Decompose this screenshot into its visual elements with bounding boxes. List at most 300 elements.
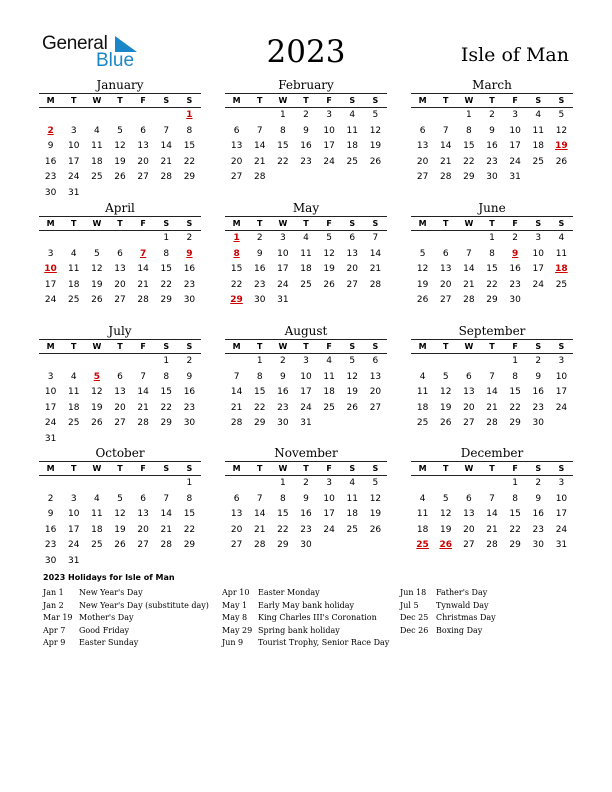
empty-day-cell <box>457 476 480 492</box>
day-cell: 24 <box>323 156 335 167</box>
day-cell: 26 <box>369 156 382 167</box>
day-cell: 9 <box>186 371 193 382</box>
day-cell: 23 <box>532 402 544 413</box>
day-cell: 11 <box>346 125 358 136</box>
day-cell: 1 <box>186 478 193 488</box>
weekday-header <box>411 461 573 476</box>
empty-day-cell <box>457 231 480 247</box>
day-cell: 8 <box>512 493 518 504</box>
empty-day-cell <box>132 476 155 492</box>
day-cell: 6 <box>465 371 472 382</box>
day-cell: 5 <box>117 493 123 504</box>
day-cell: 3 <box>70 125 77 136</box>
day-cell: 14 <box>369 248 382 259</box>
weekday-header <box>225 93 387 108</box>
weekday-label: S <box>372 464 379 473</box>
empty-day-cell <box>132 354 155 370</box>
day-cell: 4 <box>70 248 77 259</box>
day-cell: 18 <box>323 387 335 397</box>
day-cell: 3 <box>47 371 54 382</box>
day-cell: 19 <box>369 141 382 151</box>
day-cell: 3 <box>70 493 77 504</box>
day-cell: 14 <box>439 141 452 151</box>
weekday-label: T <box>442 464 449 473</box>
month-title: December <box>460 446 524 460</box>
day-cell: 24 <box>44 418 57 428</box>
day-cell: 10 <box>532 248 544 259</box>
holiday-name: Christmas Day <box>436 613 496 622</box>
day-cell: 28 <box>230 418 243 428</box>
day-cell: 17 <box>555 509 568 519</box>
day-cell: 14 <box>137 387 149 397</box>
day-cell: 8 <box>163 371 170 382</box>
day-cell: 15 <box>277 141 289 151</box>
day-cell: 4 <box>70 371 77 382</box>
day-cell: 4 <box>349 110 356 120</box>
day-cell: 7 <box>489 493 495 504</box>
holiday-name: Tynwald Day <box>436 600 489 610</box>
month-august <box>225 324 387 432</box>
month-january <box>39 78 201 201</box>
weekday-label: F <box>512 96 518 105</box>
day-cell: 16 <box>44 524 57 535</box>
empty-day-cell <box>39 354 62 370</box>
holiday-date: Dec 25 <box>400 613 429 622</box>
holiday-date: Mar 19 <box>43 613 73 622</box>
day-cell: 26 <box>91 418 103 428</box>
day-cell: 21 <box>160 156 172 167</box>
day-cell: 31 <box>555 540 568 550</box>
weekday-header <box>225 216 387 231</box>
day-cell: 14 <box>253 509 266 519</box>
empty-day-cell <box>225 354 248 370</box>
day-cell: 24 <box>277 279 289 290</box>
day-cell: 28 <box>137 295 149 305</box>
weekday-label: S <box>372 96 379 105</box>
weekday-label: S <box>186 96 193 105</box>
day-cell: 23 <box>486 156 498 167</box>
day-cell: 1 <box>512 356 518 366</box>
month-title: June <box>478 201 506 215</box>
empty-day-cell <box>39 231 62 247</box>
day-cell: 17 <box>555 387 568 397</box>
day-cell: 30 <box>44 187 57 198</box>
day-cell: 15 <box>486 264 498 274</box>
weekday-label: M <box>232 96 241 105</box>
day-cell: 3 <box>303 356 309 366</box>
day-cell: 26 <box>555 156 568 167</box>
day-cell: 12 <box>114 509 126 519</box>
day-cell: 6 <box>233 125 240 136</box>
day-cell: 21 <box>463 279 475 290</box>
day-cell: 18 <box>416 402 429 413</box>
day-cell: 6 <box>442 248 449 259</box>
day-cell: 22 <box>509 524 521 535</box>
empty-day-cell <box>108 476 131 492</box>
day-cell: 27 <box>230 540 243 550</box>
weekday-header <box>39 216 201 231</box>
empty-day-cell <box>411 108 434 124</box>
month-november <box>225 446 387 554</box>
day-cell: 5 <box>326 233 332 243</box>
weekday-label: F <box>140 464 146 473</box>
weekday-label: W <box>92 342 102 351</box>
day-cell: 23 <box>183 402 196 413</box>
day-cell: 27 <box>137 172 149 182</box>
day-cell: 18 <box>67 402 80 413</box>
empty-day-cell <box>62 476 85 492</box>
holiday-entry <box>400 600 496 613</box>
holiday-date: Apr 7 <box>43 625 66 635</box>
weekday-header <box>39 461 201 476</box>
holiday-entry <box>43 600 209 613</box>
weekday-label: T <box>256 464 263 473</box>
holiday-date: Jan 2 <box>43 600 64 610</box>
day-cell: 27 <box>137 540 149 550</box>
weekday-label: S <box>372 219 379 228</box>
empty-day-cell <box>480 476 503 492</box>
weekday-label: W <box>464 96 474 105</box>
day-cell: 12 <box>323 248 335 259</box>
day-cell: 29 <box>160 418 172 428</box>
holiday-name: King Charles III's Coronation <box>258 613 377 622</box>
day-cell: 28 <box>160 172 172 182</box>
days-grid <box>411 354 573 432</box>
weekday-label: S <box>186 342 193 351</box>
day-cell: 1 <box>465 110 472 120</box>
day-cell: 6 <box>419 125 426 136</box>
holiday-name: Easter Monday <box>258 588 320 597</box>
day-cell: 11 <box>67 387 80 397</box>
day-cell: 11 <box>416 387 429 397</box>
weekday-label: F <box>512 464 518 473</box>
day-cell: 30 <box>300 540 312 550</box>
day-cell: 17 <box>323 141 335 151</box>
day-cell: 1 <box>489 233 495 243</box>
day-cell: 24 <box>67 172 80 182</box>
day-cell: 3 <box>558 356 565 366</box>
month-april <box>39 201 201 309</box>
holiday-day-cell: 9 <box>186 248 193 259</box>
day-cell: 16 <box>44 156 57 167</box>
day-cell: 9 <box>303 493 309 504</box>
weekday-label: T <box>256 96 263 105</box>
calendar-year: 2023 <box>266 34 346 70</box>
day-cell: 26 <box>369 524 382 535</box>
day-cell: 30 <box>532 418 544 428</box>
day-cell: 19 <box>346 387 358 397</box>
day-cell: 4 <box>419 493 426 504</box>
holiday-column <box>222 587 389 650</box>
weekday-label: M <box>46 219 55 228</box>
holiday-date: May 29 <box>222 625 253 635</box>
day-cell: 6 <box>465 493 472 504</box>
day-cell: 7 <box>489 371 495 382</box>
weekday-label: S <box>558 96 565 105</box>
day-cell: 16 <box>532 387 544 397</box>
month-july <box>39 324 201 447</box>
weekday-label: W <box>278 342 288 351</box>
day-cell: 13 <box>230 141 243 151</box>
empty-day-cell <box>155 108 178 124</box>
day-cell: 13 <box>230 509 243 519</box>
day-cell: 25 <box>555 279 568 290</box>
empty-day-cell <box>132 108 155 124</box>
month-october <box>39 446 201 569</box>
weekday-label: F <box>512 342 518 351</box>
day-cell: 8 <box>512 371 518 382</box>
day-cell: 4 <box>326 356 332 366</box>
country-name: Isle of Man <box>460 44 569 66</box>
day-cell: 23 <box>183 279 196 290</box>
month-title: November <box>274 446 338 460</box>
day-cell: 28 <box>253 172 266 182</box>
day-cell: 11 <box>532 125 544 136</box>
day-cell: 10 <box>323 493 335 504</box>
weekday-label: S <box>163 96 170 105</box>
day-cell: 15 <box>160 387 172 397</box>
day-cell: 7 <box>163 493 170 504</box>
day-cell: 21 <box>137 279 149 290</box>
day-cell: 4 <box>349 478 356 488</box>
day-cell: 21 <box>486 524 498 535</box>
day-cell: 18 <box>91 524 103 535</box>
holiday-column <box>43 587 209 650</box>
logo-word-blue: Blue <box>96 50 135 71</box>
day-cell: 13 <box>346 248 358 259</box>
days-grid <box>39 476 201 569</box>
day-cell: 2 <box>303 110 309 120</box>
day-cell: 19 <box>91 279 103 290</box>
day-cell: 18 <box>67 279 80 290</box>
day-cell: 23 <box>253 279 266 290</box>
day-cell: 14 <box>486 509 498 519</box>
day-cell: 31 <box>67 187 80 198</box>
day-cell: 11 <box>91 509 103 519</box>
day-cell: 15 <box>463 141 475 151</box>
day-cell: 28 <box>160 540 172 550</box>
weekday-label: M <box>418 464 427 473</box>
day-cell: 19 <box>91 402 103 413</box>
day-cell: 27 <box>114 418 126 428</box>
weekday-label: S <box>163 342 170 351</box>
day-cell: 23 <box>532 524 544 535</box>
day-cell: 1 <box>163 233 170 243</box>
day-cell: 26 <box>439 418 452 428</box>
day-cell: 7 <box>233 371 240 382</box>
day-cell: 13 <box>439 264 452 274</box>
holiday-name: Good Friday <box>79 625 130 635</box>
holiday-name: Early May bank holiday <box>258 600 355 610</box>
day-cell: 28 <box>486 540 498 550</box>
holiday-entry <box>222 637 389 650</box>
day-cell: 10 <box>67 141 80 151</box>
day-cell: 18 <box>91 156 103 167</box>
day-cell: 13 <box>369 371 382 382</box>
day-cell: 10 <box>323 125 335 136</box>
holiday-column <box>400 587 496 637</box>
month-february <box>225 78 387 186</box>
day-cell: 29 <box>277 540 289 550</box>
weekday-label: T <box>70 464 77 473</box>
day-cell: 29 <box>253 418 266 428</box>
holiday-entry <box>222 625 389 638</box>
month-march <box>411 78 573 186</box>
logo-word-general: General <box>42 33 108 54</box>
weekday-label: T <box>489 96 495 105</box>
day-cell: 22 <box>160 402 172 413</box>
day-cell: 25 <box>346 156 358 167</box>
day-cell: 1 <box>512 478 518 488</box>
holiday-name: New Year's Day (substitute day) <box>79 600 209 610</box>
day-cell: 22 <box>230 279 243 290</box>
day-cell: 5 <box>419 248 426 259</box>
day-cell: 29 <box>509 540 521 550</box>
day-cell: 27 <box>439 295 452 305</box>
day-cell: 25 <box>346 524 358 535</box>
day-cell: 1 <box>279 478 286 488</box>
holiday-day-cell: 8 <box>233 248 240 259</box>
holiday-day-cell: 19 <box>555 141 568 151</box>
day-cell: 20 <box>369 387 382 397</box>
weekday-label: S <box>349 464 356 473</box>
holiday-day-cell: 2 <box>47 125 54 136</box>
weekday-label: S <box>558 342 565 351</box>
day-cell: 7 <box>442 125 449 136</box>
weekday-label: F <box>512 219 518 228</box>
day-cell: 6 <box>349 233 356 243</box>
month-title: May <box>292 201 320 215</box>
weekday-label: S <box>535 342 542 351</box>
empty-day-cell <box>85 231 108 247</box>
day-cell: 22 <box>509 402 521 413</box>
day-cell: 22 <box>183 156 196 167</box>
day-cell: 27 <box>416 172 429 182</box>
weekday-label: T <box>117 464 123 473</box>
holiday-entry <box>400 625 496 638</box>
day-cell: 12 <box>114 141 126 151</box>
day-cell: 22 <box>277 156 289 167</box>
day-cell: 10 <box>67 509 80 519</box>
day-cell: 15 <box>277 509 289 519</box>
holiday-entry <box>43 612 209 625</box>
day-cell: 12 <box>439 509 452 519</box>
day-cell: 19 <box>439 402 452 413</box>
weekday-label: F <box>140 342 146 351</box>
day-cell: 28 <box>463 295 475 305</box>
day-cell: 31 <box>44 433 57 444</box>
weekday-label: M <box>46 464 55 473</box>
day-cell: 4 <box>93 493 100 504</box>
weekday-label: S <box>349 342 356 351</box>
day-cell: 28 <box>137 418 149 428</box>
weekday-label: T <box>442 219 449 228</box>
empty-day-cell <box>132 231 155 247</box>
day-cell: 9 <box>256 248 263 259</box>
day-cell: 5 <box>372 110 379 120</box>
day-cell: 15 <box>230 264 243 274</box>
holiday-date: Apr 10 <box>222 588 250 597</box>
day-cell: 6 <box>117 248 123 259</box>
day-cell: 20 <box>114 402 126 413</box>
day-cell: 6 <box>117 371 123 382</box>
day-cell: 3 <box>558 478 565 488</box>
day-cell: 2 <box>256 233 263 243</box>
day-cell: 8 <box>279 493 286 504</box>
empty-day-cell <box>225 108 248 124</box>
day-cell: 7 <box>140 371 146 382</box>
day-cell: 8 <box>163 248 170 259</box>
weekday-label: T <box>442 342 449 351</box>
days-grid <box>225 354 387 432</box>
weekday-label: M <box>418 96 427 105</box>
day-cell: 31 <box>67 555 80 566</box>
weekday-label: T <box>489 219 495 228</box>
weekday-label: F <box>140 96 146 105</box>
holiday-date: Apr 9 <box>43 638 66 647</box>
day-cell: 22 <box>463 156 475 167</box>
empty-day-cell <box>108 231 131 247</box>
day-cell: 9 <box>535 371 542 382</box>
month-may <box>225 201 387 309</box>
weekday-label: S <box>163 464 170 473</box>
weekday-label: F <box>326 464 332 473</box>
weekday-header <box>411 216 573 231</box>
day-cell: 12 <box>346 371 358 382</box>
empty-day-cell <box>457 354 480 370</box>
day-cell: 1 <box>279 110 286 120</box>
day-cell: 1 <box>256 356 263 366</box>
holiday-entry <box>400 587 496 600</box>
holiday-entry <box>43 637 209 650</box>
day-cell: 5 <box>349 356 356 366</box>
day-cell: 25 <box>91 540 103 550</box>
day-cell: 6 <box>233 493 240 504</box>
day-cell: 21 <box>486 402 498 413</box>
day-cell: 4 <box>93 125 100 136</box>
weekday-label: T <box>70 96 77 105</box>
weekday-label: W <box>278 464 288 473</box>
weekday-label: W <box>464 219 474 228</box>
day-cell: 27 <box>114 295 126 305</box>
day-cell: 23 <box>300 524 312 535</box>
day-cell: 2 <box>303 478 309 488</box>
day-cell: 28 <box>253 540 266 550</box>
day-cell: 17 <box>323 509 335 519</box>
day-cell: 9 <box>489 125 495 136</box>
weekday-label: S <box>186 219 193 228</box>
day-cell: 21 <box>253 156 266 167</box>
day-cell: 2 <box>489 110 495 120</box>
day-cell: 18 <box>346 141 358 151</box>
day-cell: 28 <box>369 279 382 290</box>
day-cell: 7 <box>256 125 263 136</box>
empty-day-cell <box>62 231 85 247</box>
day-cell: 29 <box>160 295 172 305</box>
day-cell: 21 <box>160 524 172 535</box>
day-cell: 17 <box>44 402 57 413</box>
day-cell: 30 <box>44 555 57 566</box>
day-cell: 23 <box>509 279 521 290</box>
day-cell: 13 <box>114 264 126 274</box>
weekday-label: W <box>464 464 474 473</box>
weekday-label: T <box>442 96 449 105</box>
day-cell: 4 <box>303 233 309 243</box>
day-cell: 9 <box>47 141 54 151</box>
empty-day-cell <box>225 476 248 492</box>
day-cell: 6 <box>372 356 379 366</box>
day-cell: 13 <box>463 387 475 397</box>
